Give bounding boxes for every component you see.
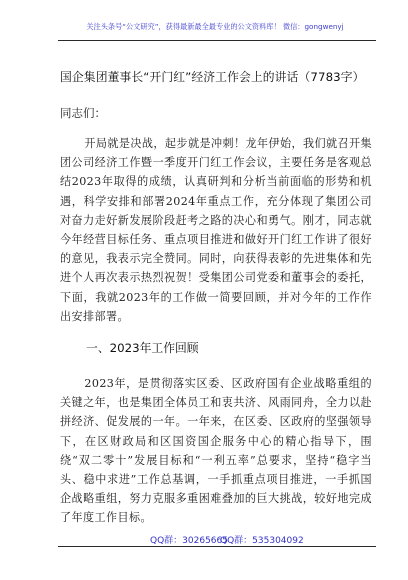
paragraph-opening: 开局就是决战，起步就是冲刺！龙年伊始，我们就召开集团公司经济工作暨一季度开门红工作会议，主要任务是客观总结2023年取得的成绩，认真研判和分析当前面临的形势和机遇，科学安排和部署2024年重点工作，充分体现了集团公司对奋力走好新发展阶段赶考之路的决心和勇气。刚才，同志就今年经营目标任务、重点项目推进和做好开门红工作讲了很好的意见，我表示完全赞同。同时，向获得表彰的先进集体和先进个人再次表示热烈祝贺！受集团公司党委和董事会的委托，下面，我就2023年的工作做一简要回顾，并对今年的工作作出安排部署。 (60, 137, 372, 323)
footer-qq-left: QQ群：30265665 (150, 536, 228, 546)
footer-qq-right: QQ群：535304092 (220, 536, 304, 546)
footer-divider (58, 546, 376, 547)
header-divider (58, 40, 376, 41)
section-heading: 一、2023年工作回顾 (86, 341, 199, 355)
paragraph-review: 2023年，是贯彻落实区委、区政府国有企业战略重组的关键之年，也是集团全体员工和衷共济、风雨同舟，全力以赴拼经济、促发展的一年。一年来，在区委、区政府的坚强领导下，在区财政局和区国资国企服务中心的精心指导下，围绕“双二零十”发展目标和“一利五率”总要求，坚持“稳字当头、稳中求进”工作总基调，一手抓重点项目推进，一手抓国企战略重组，努力克服多重困难叠加的巨大挑战，较好地完成了年度工作目标。 (60, 377, 372, 525)
salutation: 同志们： (60, 106, 106, 120)
document-title: 国企集团董事长“开门红”经济工作会上的讲话（7783字） (60, 70, 365, 84)
header-promo-text: 关注头条号“公文研究”，获得最新最全最专业的公文资料库！ 微信：gongwenyj (86, 22, 344, 31)
